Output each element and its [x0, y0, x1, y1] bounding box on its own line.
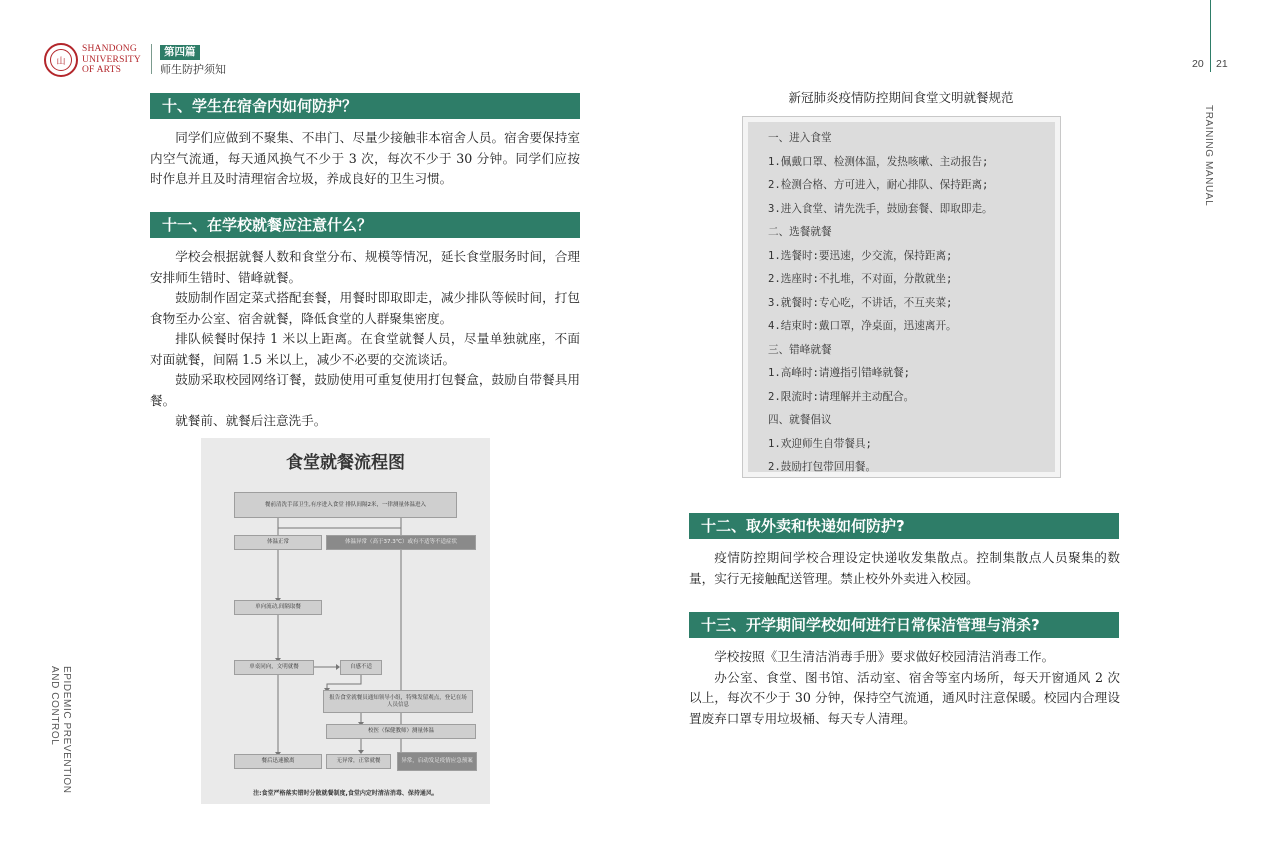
section-11-body: [150, 247, 580, 432]
rules-line: 1.欢迎师生自带餐具;: [768, 437, 872, 450]
section-11-para-2: 鼓励制作固定菜式搭配套餐，用餐时即取即走，减少排队等候时间，打包食物至办公室、宿舍就餐，降低食堂的人群聚集密度。: [150, 290, 580, 326]
logo-seal-inner: 山: [50, 49, 72, 71]
vertical-label-right: TRAINING MANUAL: [1203, 105, 1214, 207]
part-subtitle: 师生防护须知: [160, 63, 226, 76]
section-12-para-1: 疫情防控期间学校合理设定快递收发集散点。控制集散点人员聚集的数量，实行无接触配送管理。禁止校外外卖进入校园。: [689, 550, 1120, 586]
school-line-2: UNIVERSITY: [82, 54, 141, 65]
section-10-heading: 十、学生在宿舍内如何防护？: [150, 93, 580, 119]
section-11-para-5: 就餐前、就餐后注意洗手。: [175, 413, 327, 428]
section-12-heading: 十二、取外卖和快递如何防护?: [689, 513, 1119, 539]
canteen-flowchart: [201, 438, 490, 804]
flowchart-note: 注:食堂严格落实错时分散就餐制度,食堂内定时清洁消毒、保持通风。: [253, 790, 438, 797]
vertical-label-left: EPIDEMIC PREVENTION AND CONTROL: [49, 666, 72, 794]
part-badge: 第四篇: [160, 45, 200, 60]
section-13-heading: 十三、开学期间学校如何进行日常保洁管理与消杀?: [689, 612, 1119, 638]
school-line-3: OF ARTS: [82, 65, 122, 75]
page-number-left: 20: [1192, 58, 1204, 70]
flow-step-oneway: 单向流动,间隔取餐: [234, 600, 322, 615]
rules-line: 1.高峰时:请遵指引错峰就餐;: [768, 367, 911, 379]
rules-line: 3.进入食堂、请先洗手，鼓励套餐、即取即走。: [768, 202, 993, 215]
rules-title: 新冠肺炎疫情防控期间食堂文明就餐规范: [788, 90, 1014, 105]
flow-step-leave: 餐后迅速撤离: [234, 754, 322, 769]
flow-step-abnormal: 体温异常（高于37.3℃）或有不适等不适症状: [326, 535, 476, 550]
rules-line: 三、错峰就餐: [768, 343, 832, 356]
rules-line: 四、就餐倡议: [768, 414, 832, 426]
flowchart-title: 食堂就餐流程图: [286, 453, 405, 473]
rules-line: 4.结束时:戴口罩，净桌面，迅速离开。: [768, 320, 957, 332]
school-line-1: SHANDONG: [82, 44, 137, 54]
rules-line: 2.选座时:不扎堆，不对面，分散就坐;: [768, 273, 953, 285]
section-10-para-1: 同学们应做到不聚集、不串门、尽量少接触非本宿舍人员。宿舍要保持室内空气流通，每天通风换气不少于 3 次，每次不少于 30 分钟。同学们应按时作息并且及时清理宿舍垃圾，养成良好的卫生习惯。: [150, 130, 580, 186]
flow-step-enter: 餐前清洗手部卫生,有序进入食堂 排队间隔2米，一律测量体温进入: [234, 492, 457, 518]
rules-line: 2.鼓励打包带回用餐。: [768, 461, 877, 473]
page-number-divider: [1210, 0, 1211, 72]
rules-line: 二、选餐就餐: [768, 226, 832, 238]
school-name: [82, 44, 152, 76]
flow-step-seat: 单桌同向，文明就餐: [234, 660, 314, 675]
section-11-heading: 十一、在学校就餐应注意什么？: [150, 212, 580, 238]
flow-step-normal: 体温正常: [234, 535, 322, 550]
rules-line: 2.检测合格、方可进入，耐心排队、保持距离;: [768, 179, 989, 191]
dining-rules-panel: [748, 122, 1055, 472]
flow-step-ok: 无异常，正常就餐: [326, 754, 391, 769]
page-number-right: 21: [1216, 58, 1228, 70]
rules-line: 一、进入食堂: [768, 132, 832, 144]
section-11-para-1: 学校会根据就餐人数和食堂分布、规模等情况，延长食堂服务时间，合理安排师生错时、错峰就餐。: [150, 249, 580, 285]
rules-line: 2.限流时:请理解并主动配合。: [768, 390, 915, 403]
section-13-para-1: 学校按照《卫生清洁消毒手册》要求做好校园清洁消毒工作。: [714, 649, 1055, 664]
university-logo: [44, 43, 78, 77]
flow-step-fever: 异常，启动发足疫情应急预案: [397, 752, 477, 771]
section-11-para-3: 排队候餐时保持 1 米以上距离。在食堂就餐人员，尽量单独就座，不面对面就餐，间隔 1.5 米以上，减少不必要的交流谈话。: [150, 331, 580, 367]
section-13-body: [689, 647, 1120, 729]
section-12-body: [689, 548, 1120, 589]
flow-step-clinic: 校医（保健教师）测量体温: [326, 724, 476, 739]
header-divider: [151, 44, 152, 74]
section-10-body: [150, 128, 580, 190]
rules-line: 1.佩戴口罩、检测体温，发热咳嗽、主动报告;: [768, 155, 989, 168]
rules-line: 3.就餐时:专心吃，不讲话，不互夹菜;: [768, 296, 953, 309]
section-11-para-4: 鼓励采取校园网络订餐，鼓励使用可重复使用打包餐盒，鼓励自带餐具用餐。: [150, 372, 580, 408]
flow-step-report: 报告食堂就餐员通知领导小组，特殊发留观点，登记在场人员信息: [323, 690, 473, 713]
section-13-para-2: 办公室、食堂、图书馆、活动室、宿舍等室内场所，每天开窗通风 2 次以上，每次不少于 30 分钟，保持空气流通，通风时注意保暖。校园内合理设置废弃口罩专用垃圾桶、每天专人清理。: [689, 669, 1120, 726]
rules-line: 1.选餐时:要迅速，少交流，保持距离;: [768, 249, 953, 262]
dining-rules-image: [742, 116, 1061, 478]
flow-step-unwell: 自感不适: [340, 660, 382, 675]
